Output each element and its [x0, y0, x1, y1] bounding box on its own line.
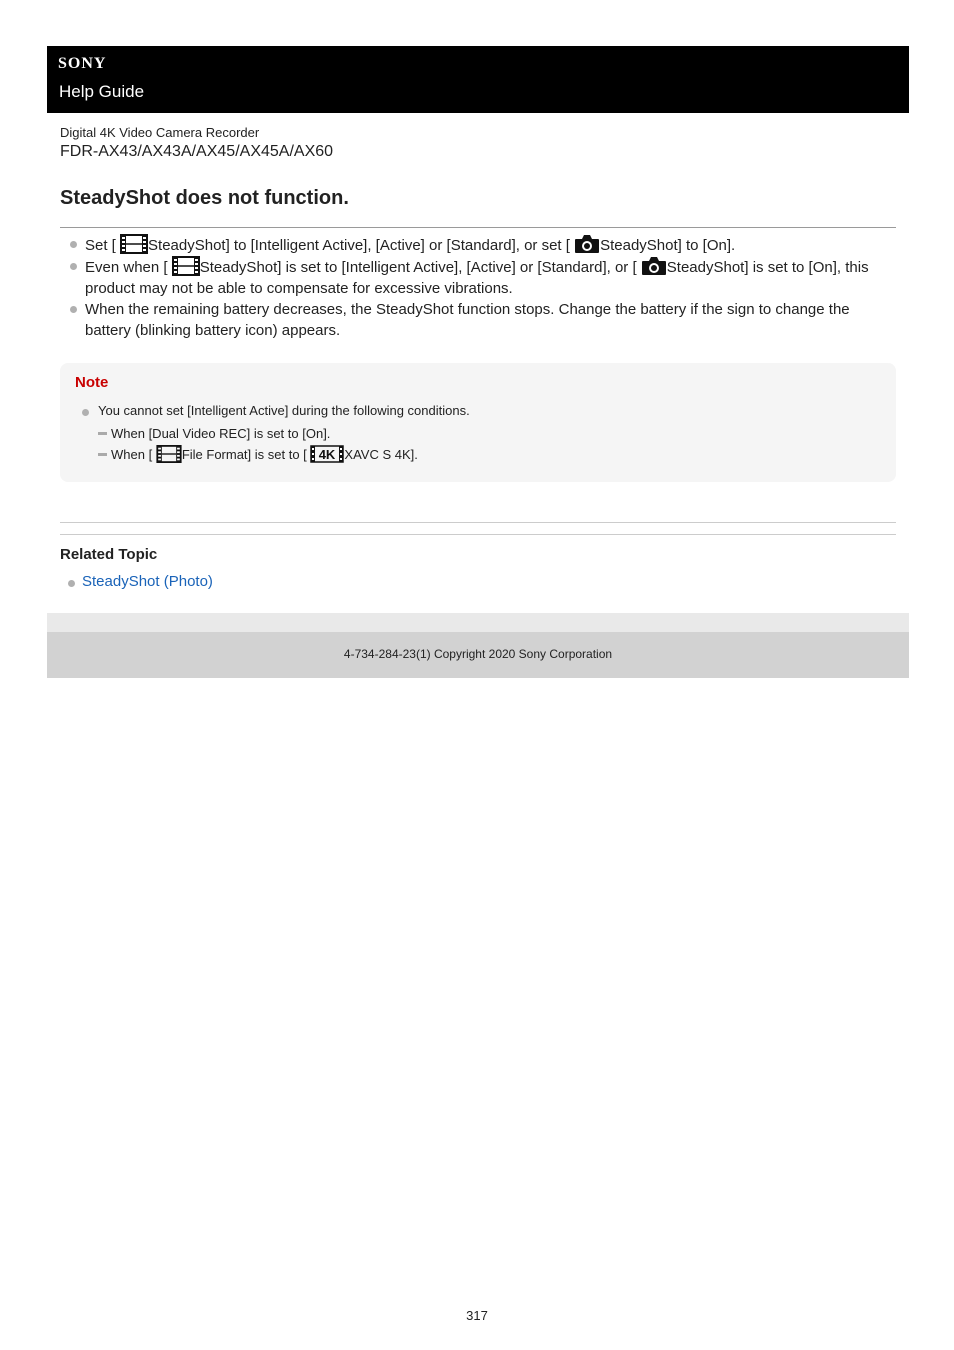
note-label: Note — [75, 374, 109, 391]
movie-icon — [172, 256, 200, 276]
bullet-icon — [82, 409, 89, 416]
badge-4k-text: 4K — [319, 447, 336, 462]
film-4k-icon — [310, 445, 344, 463]
bullet-icon — [70, 306, 77, 313]
related-topic-heading: Related Topic — [60, 546, 158, 563]
bullet-text: SteadyShot] is set to [Intelligent Active], [Active] or [Standard], or [ — [199, 259, 637, 276]
movie-icon — [120, 234, 148, 254]
movie-icon — [156, 445, 182, 463]
note-sub-text: File Format] is set to [ — [181, 447, 307, 462]
product-category: Digital 4K Video Camera Recorder — [60, 125, 260, 140]
help-guide-title: Help Guide — [59, 82, 145, 101]
title-divider — [60, 227, 896, 228]
copyright-text: 4-734-284-23(1) Copyright 2020 Sony Corporation — [343, 647, 613, 661]
note-sub-text: When [Dual Video REC] is set to [On]. — [111, 426, 331, 441]
bullet-text: SteadyShot] to [On]. — [600, 237, 736, 254]
photo-camera-icon — [641, 256, 667, 276]
product-models: FDR-AX43/AX43A/AX45/AX45A/AX60 — [60, 143, 334, 160]
photo-camera-icon — [574, 234, 600, 254]
footer-strip — [47, 613, 909, 632]
bullet-text: SteadyShot] to [Intelligent Active], [Active] or [Standard], or set [ — [148, 237, 570, 254]
bullet-text: Set [ — [85, 237, 116, 254]
related-topic-link[interactable]: SteadyShot (Photo) — [82, 573, 213, 590]
footer — [47, 632, 909, 678]
note-sub-item — [98, 426, 330, 441]
bullet-list — [60, 234, 890, 341]
bullet-icon — [70, 241, 77, 248]
note-main-text: You cannot set [Intelligent Active] during the following conditions. — [98, 403, 470, 418]
header-bar — [47, 46, 909, 113]
bullet-icon — [68, 580, 75, 587]
bullet-text: SteadyShot] is set to [On], this product may not be able to compensate for excessive vibrations. — [85, 259, 869, 297]
bullet-text: When the remaining battery decreases, the SteadyShot function stops. Change the battery if the sign to change the battery (blinking battery icon) appears. — [85, 301, 850, 339]
note-sub-text: XAVC S 4K]. — [344, 447, 418, 462]
bullet-icon — [70, 263, 77, 270]
list-item — [60, 299, 890, 341]
list-item — [60, 256, 890, 299]
list-item — [60, 234, 890, 256]
dash-icon — [98, 453, 107, 456]
bullet-text: Even when [ — [85, 259, 168, 276]
note-sub-item — [98, 445, 418, 463]
section-divider — [60, 522, 896, 523]
page-number: 317 — [466, 1308, 488, 1323]
note-sub-text: When [ — [111, 447, 153, 462]
page-title: SteadyShot does not function. — [60, 187, 349, 209]
sony-logo: SONY — [58, 55, 107, 72]
dash-icon — [98, 432, 107, 435]
note-box — [60, 363, 896, 482]
section-divider — [60, 534, 896, 535]
